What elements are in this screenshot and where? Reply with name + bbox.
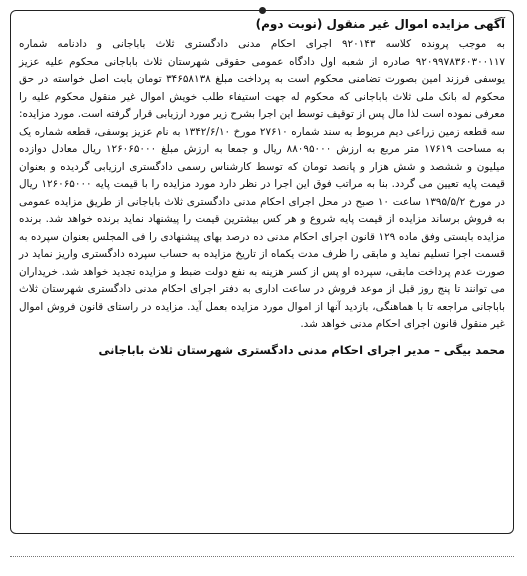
notice-title: آگهی مزایده اموال غیر منقول (نوبت دوم)	[255, 17, 505, 31]
notice-content	[19, 15, 505, 360]
frame-top-dot	[259, 7, 266, 14]
notice-body: به موجب پرونده کلاسه ۹۲۰۱۴۳ اجرای احکام مدنی دادگستری ثلاث باباجانی و دادنامه شماره ۹۲۰۹۹۷۸۳۶۰۳۰۰۱۱۷ صادره از شعبه اول دادگاه عمومی حقوقی شهرستان ثلاث باباجانی محکوم علیه عزیز یوسفی فرزند امین بصورت تضامنی محکوم است به پرداخت مبلغ ۳۴۶۵۸۱۳۸ تومان بابت اصل خواسته در حق محکوم له بانک ملی ثلاث باباجانی که محکوم له جهت استیفاء طلب خویش اموال غیر منقول محکوم علیه را معرفی نموده است لذا مال پس از توقیف توسط این اجرا بشرح زیر مورد ارزیابی قرار گرفته است. مورد مزایده: سه قطعه زمین زراعی دیم مربوط به سند شماره ۲۷۶۱۰ مورخ ۱۳۴۲/۶/۱۰ به نام عزیز یوسفی، قطعه شماره یک به مساحت ۱۷۶۱۹ متر مربع به ارزش ۸۸۰۹۵۰۰۰ ریال و جمعا به ارزش مبلغ ۱۲۶۰۶۵۰۰۰ ریال معادل دوازده میلیون و ششصد و شش هزار و پانصد تومان که توسط کارشناس رسمی دادگستری ارزیابی گردیده و بعنوان قیمت پایه تعیین می گردد. بنا به مراتب فوق این اجرا در نظر دارد مورد مزایده را با قیمت پایه ۱۲۶۰۶۵۰۰۰ ریال در مورخ ۱۳۹۵/۵/۲ ساعت ۱۰ صبح در محل اجرای احکام مدنی دادگستری ثلاث باباجانی از طریق مزایده عمومی به فروش برساند مزایده از قیمت پایه شروع و هر کس بیشترین قیمت را پیشنهاد نماید برنده خواهد شد. برنده مزایده بایستی وفق ماده ۱۲۹ قانون اجرای احکام مدنی ده درصد بهای پیشنهادی را فی المجلس بعنوان سپرده به قسمت اجرا تسلیم نماید و مابقی را ظرف مدت یکماه از تاریخ مزایده به حساب سپرده دادگستری واریز نماید در صورت عدم پرداخت مابقی، سپرده او پس از کسر هزینه به نفع دولت ضبط و مزایده تجدید خواهد شد. خریداران می توانند تا پنج روز قبل از موعد فروش در ساعت اداری به دفتر اجرای احکام مدنی دادگستری شهرستان ثلاث باباجانی مراجعه تا با هماهنگی، بازدید آنها از اموال مورد مزایده بعمل آید. مزایده در راستای قانون فروش اموال غیر منقول قانون اجرای احکام مدنی خواهد شد.	[19, 38, 506, 330]
notice-signature: محمد بیگی – مدیر اجرای احکام مدنی دادگستری شهرستان ثلاث باباجانی	[98, 342, 505, 357]
notice-frame	[10, 10, 514, 534]
bottom-divider	[10, 556, 514, 557]
